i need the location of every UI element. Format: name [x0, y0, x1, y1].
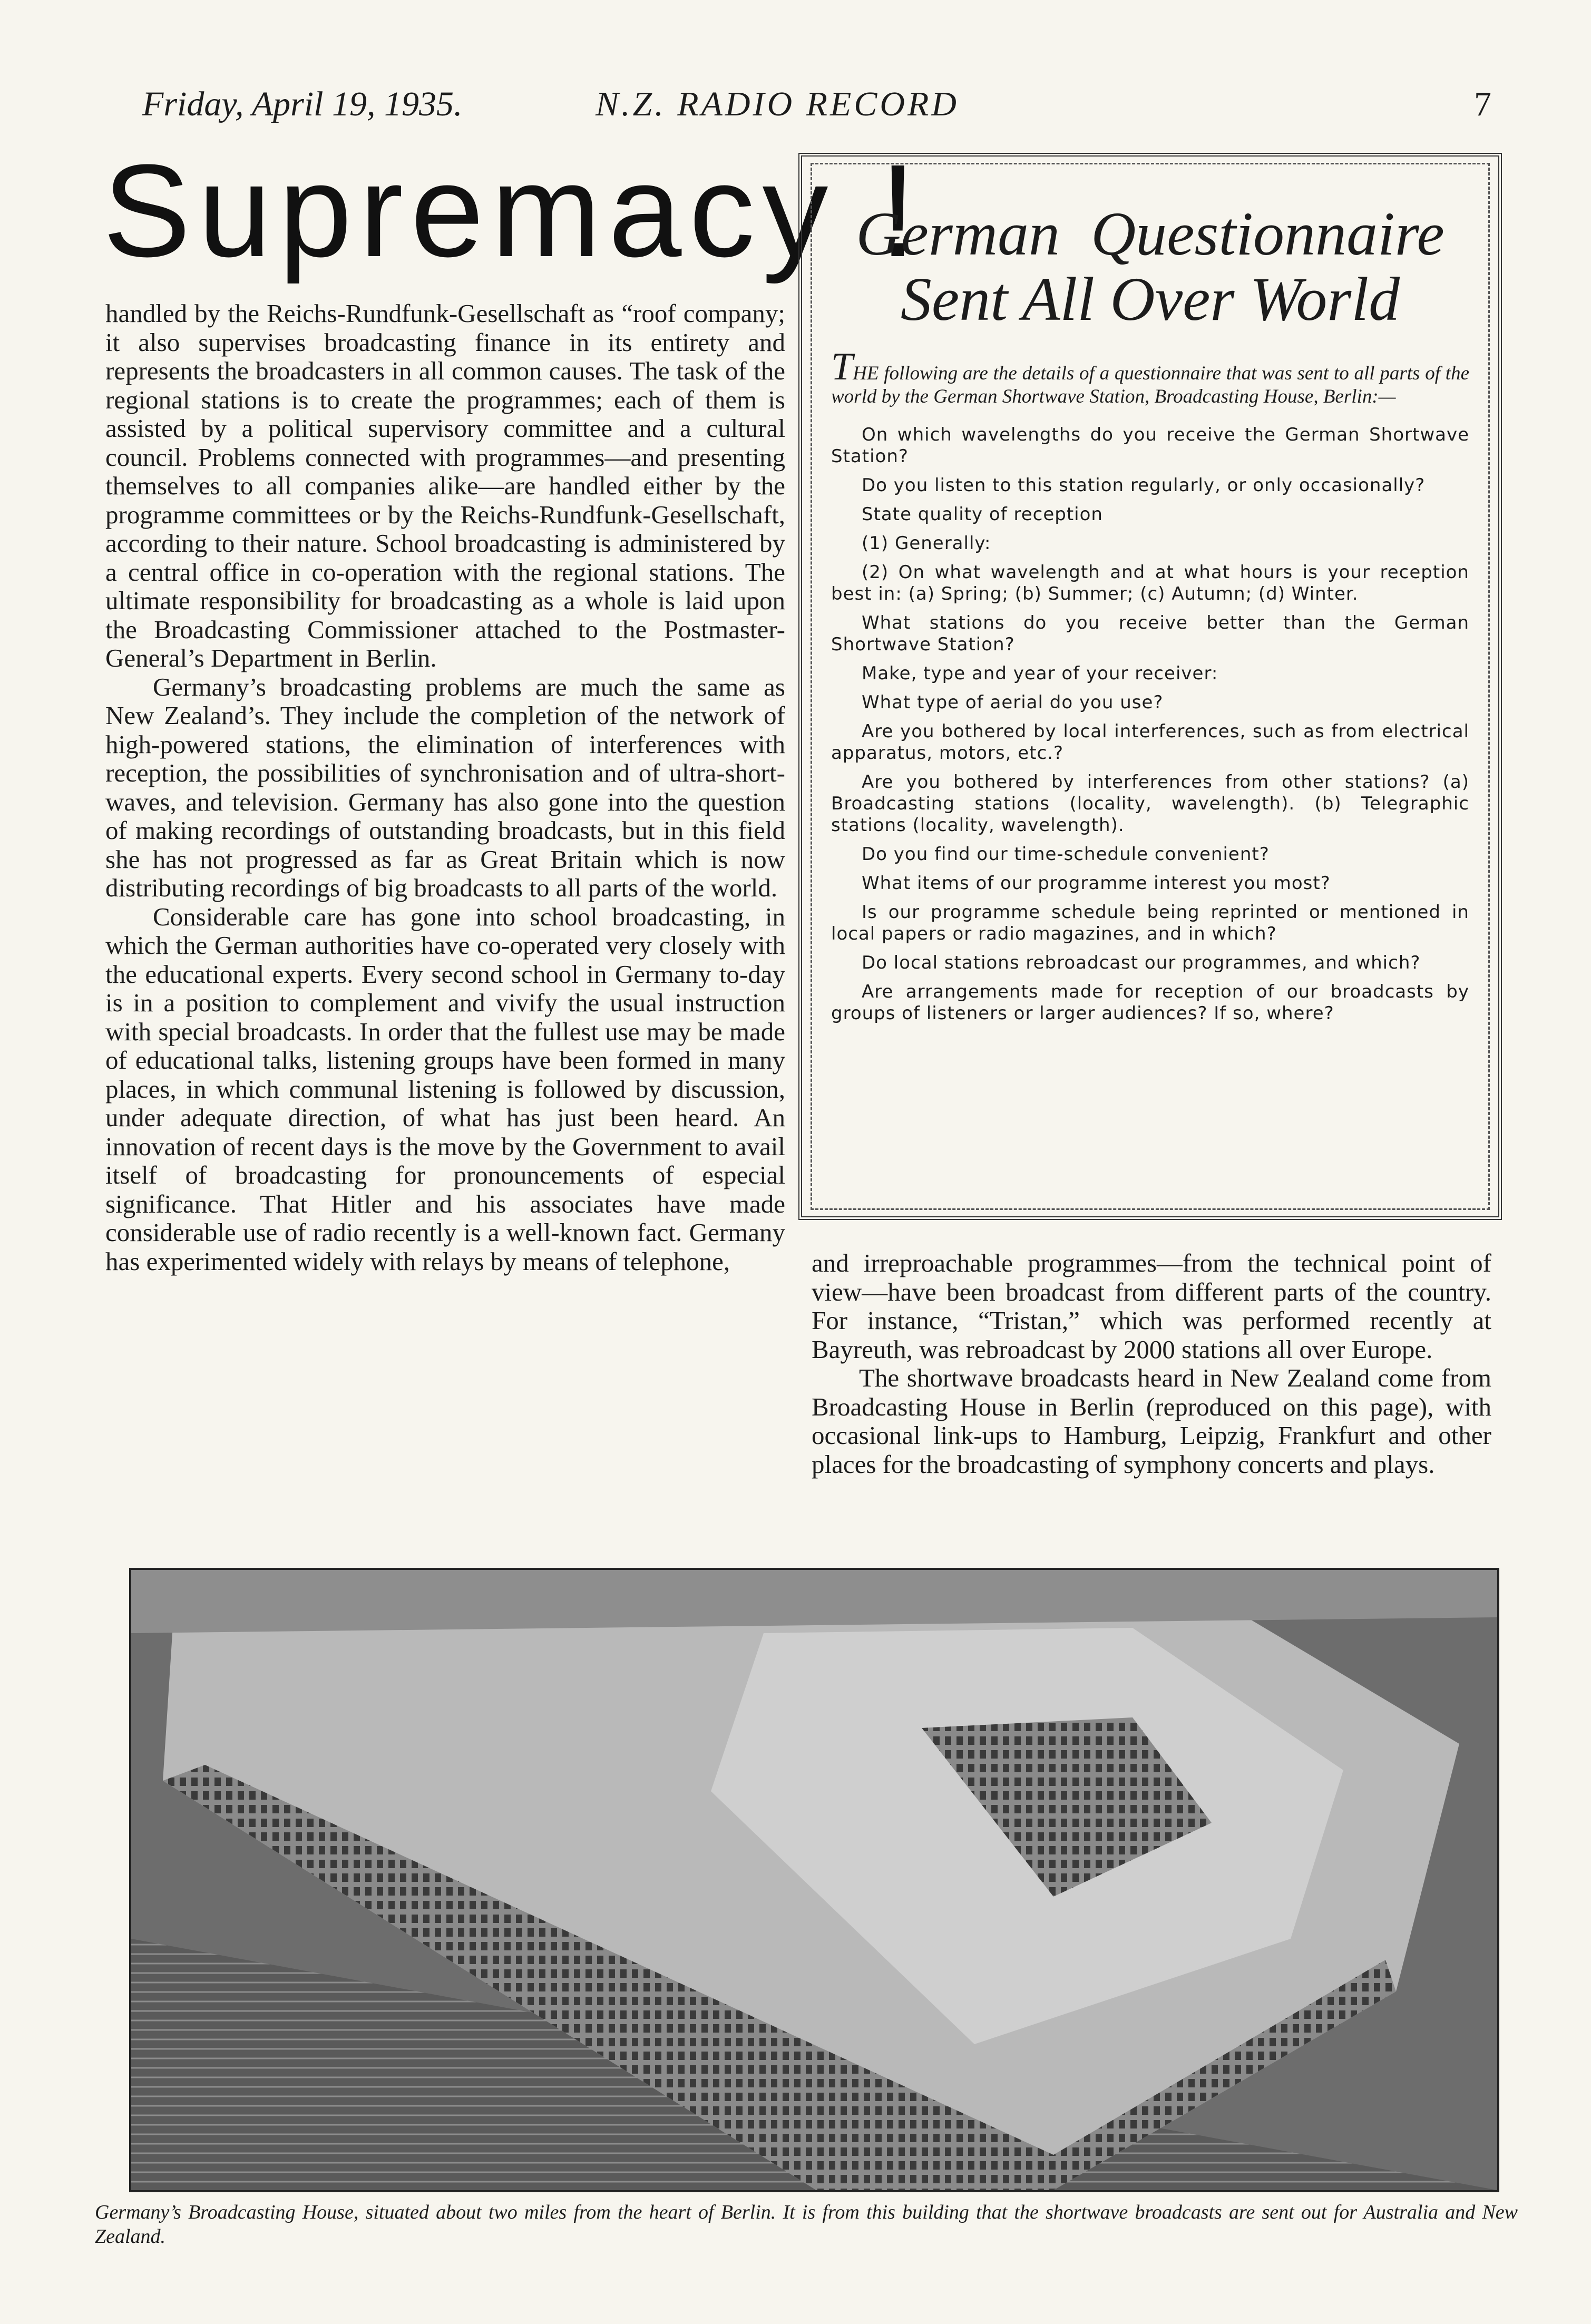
article-paragraph: handled by the Reichs-Rundfunk-Gesellschaft as “roof company; it also supervises broadcasting finance in its entirety and represents the broadcasters in all common causes. The task of the regional stations is to create the programmes; each of them is assisted by a political supervisory committee and a cultural council. Problems connected with programmes—and presenting themselves to all companies alike—are handled either by the programme committees or by the Reichs-Rundfunk-Gesellschaft, according to their nature. School broadcasting is administered by a central office in co-operation with the regional stations. The ultimate responsibility for broadcasting as a whole is laid upon the Broadcasting Commissioner attached to the Postmaster-General’s Department in Berlin. — [105, 299, 785, 672]
article-paragraph: and irreproachable programmes—from the technical point of view—have been broadcast from different parts of the country. For instance, “Tristan,” which was performed recently at Bayreuth, was rebroadcast by 2000 stations all over Europe. — [812, 1248, 1491, 1364]
article-column-right — [812, 1249, 1491, 1479]
page-number: 7 — [1474, 85, 1491, 123]
intro-drop-cap: T — [831, 345, 853, 388]
questionnaire-inner-border — [811, 163, 1490, 1210]
question-item: State quality of reception — [862, 504, 1103, 525]
issue-date: Friday, April 19, 1935. — [142, 85, 463, 123]
question-item: Is our programme schedule being reprinted or mentioned in local papers or radio magazines, and in which? — [831, 902, 1469, 944]
broadcasting-house-photo — [129, 1568, 1499, 2192]
question-item: Do local stations rebroadcast our programmes, and which? — [862, 952, 1421, 973]
photo-illustration — [131, 1570, 1497, 2190]
questionnaire-title — [831, 201, 1469, 332]
questionnaire-title-line2: Sent All Over World — [900, 265, 1400, 334]
questionnaire-title-line1: German Questionnaire — [856, 199, 1444, 268]
article-headline: Supremacy ! — [103, 137, 924, 284]
questionnaire-intro — [831, 345, 1469, 408]
question-item: Are arrangements made for reception of our broadcasts by groups of listeners or larger audiences? If so, where? — [831, 981, 1469, 1024]
question-item: On which wavelengths do you receive the German Shortwave Station? — [831, 424, 1469, 467]
question-item: (1) Generally: — [862, 533, 991, 554]
question-list — [831, 424, 1469, 1024]
question-item: Do you listen to this station regularly, or only occasionally? — [862, 475, 1426, 496]
article-paragraph: The shortwave broadcasts heard in New Zealand come from Broadcasting House in Berlin (reproduced on this page), with occasional link-ups to Hamburg, Leipzig, Frankfurt and other places for the broadcasting of symphony concerts and plays. — [812, 1363, 1491, 1479]
publication-title: N.Z. RADIO RECORD — [596, 85, 959, 123]
question-item: Do you find our time-schedule convenient? — [862, 844, 1270, 865]
question-item: Are you bothered by local interferences, such as from electrical apparatus, motors, etc.? — [831, 721, 1469, 764]
article-column-left — [105, 299, 785, 1276]
question-item: What stations do you receive better than the German Shortwave Station? — [831, 612, 1469, 655]
photo-caption: Germany’s Broadcasting House, situated about two miles from the heart of Berlin. It is from this building that the shortwave broadcasts are sent out for Australia and New Zealand. — [95, 2201, 1518, 2248]
article-paragraph: Germany’s broadcasting problems are much the same as New Zealand’s. They include the completion of the network of high-powered stations, the elimination of interferences with reception, the possibilities of synchronisation and of ultra-short-waves, and television. Germany has also gone into the question of making recordings of outstanding broadcasts, but in this field she has not progressed as far as Great Britain which is now distributing recordings of big broadcasts to all parts of the world. — [105, 672, 785, 902]
questionnaire-box — [798, 153, 1502, 1220]
article-paragraph: Considerable care has gone into school broadcasting, in which the German authorities have co-operated very closely with the educational experts. Every second school in Germany to-day is in a position to complement and vivify the usual instruction with special broadcasts. In order that the fullest use may be made of educational talks, listening groups have been formed in many places, in which communal listening is followed by discussion, under adequate direction, of what has just been heard. An innovation of recent days is the move by the Government to avail itself of broadcasting for pronouncements of especial significance. That Hitler and his associates have made considerable use of radio recently is a well-known fact. Germany has experimented widely with relays by means of telephone, — [105, 902, 785, 1276]
question-item: What items of our programme interest you most? — [862, 873, 1331, 894]
question-item: (2) On what wavelength and at what hours is your reception best in: (a) Spring; (b) Summer; (c) Autumn; (d) Winter. — [831, 562, 1469, 604]
question-item: Make, type and year of your receiver: — [862, 663, 1218, 684]
intro-text: HE following are the details of a questionnaire that was sent to all parts of the world by the German Shortwave Station, Broadcasting House, Berlin:— — [831, 363, 1469, 407]
question-item: What type of aerial do you use? — [862, 692, 1164, 713]
question-item: Are you bothered by interferences from other stations? (a) Broadcasting stations (locality, wavelength). (b) Telegraphic stations (locality, wavelength). — [831, 772, 1469, 836]
